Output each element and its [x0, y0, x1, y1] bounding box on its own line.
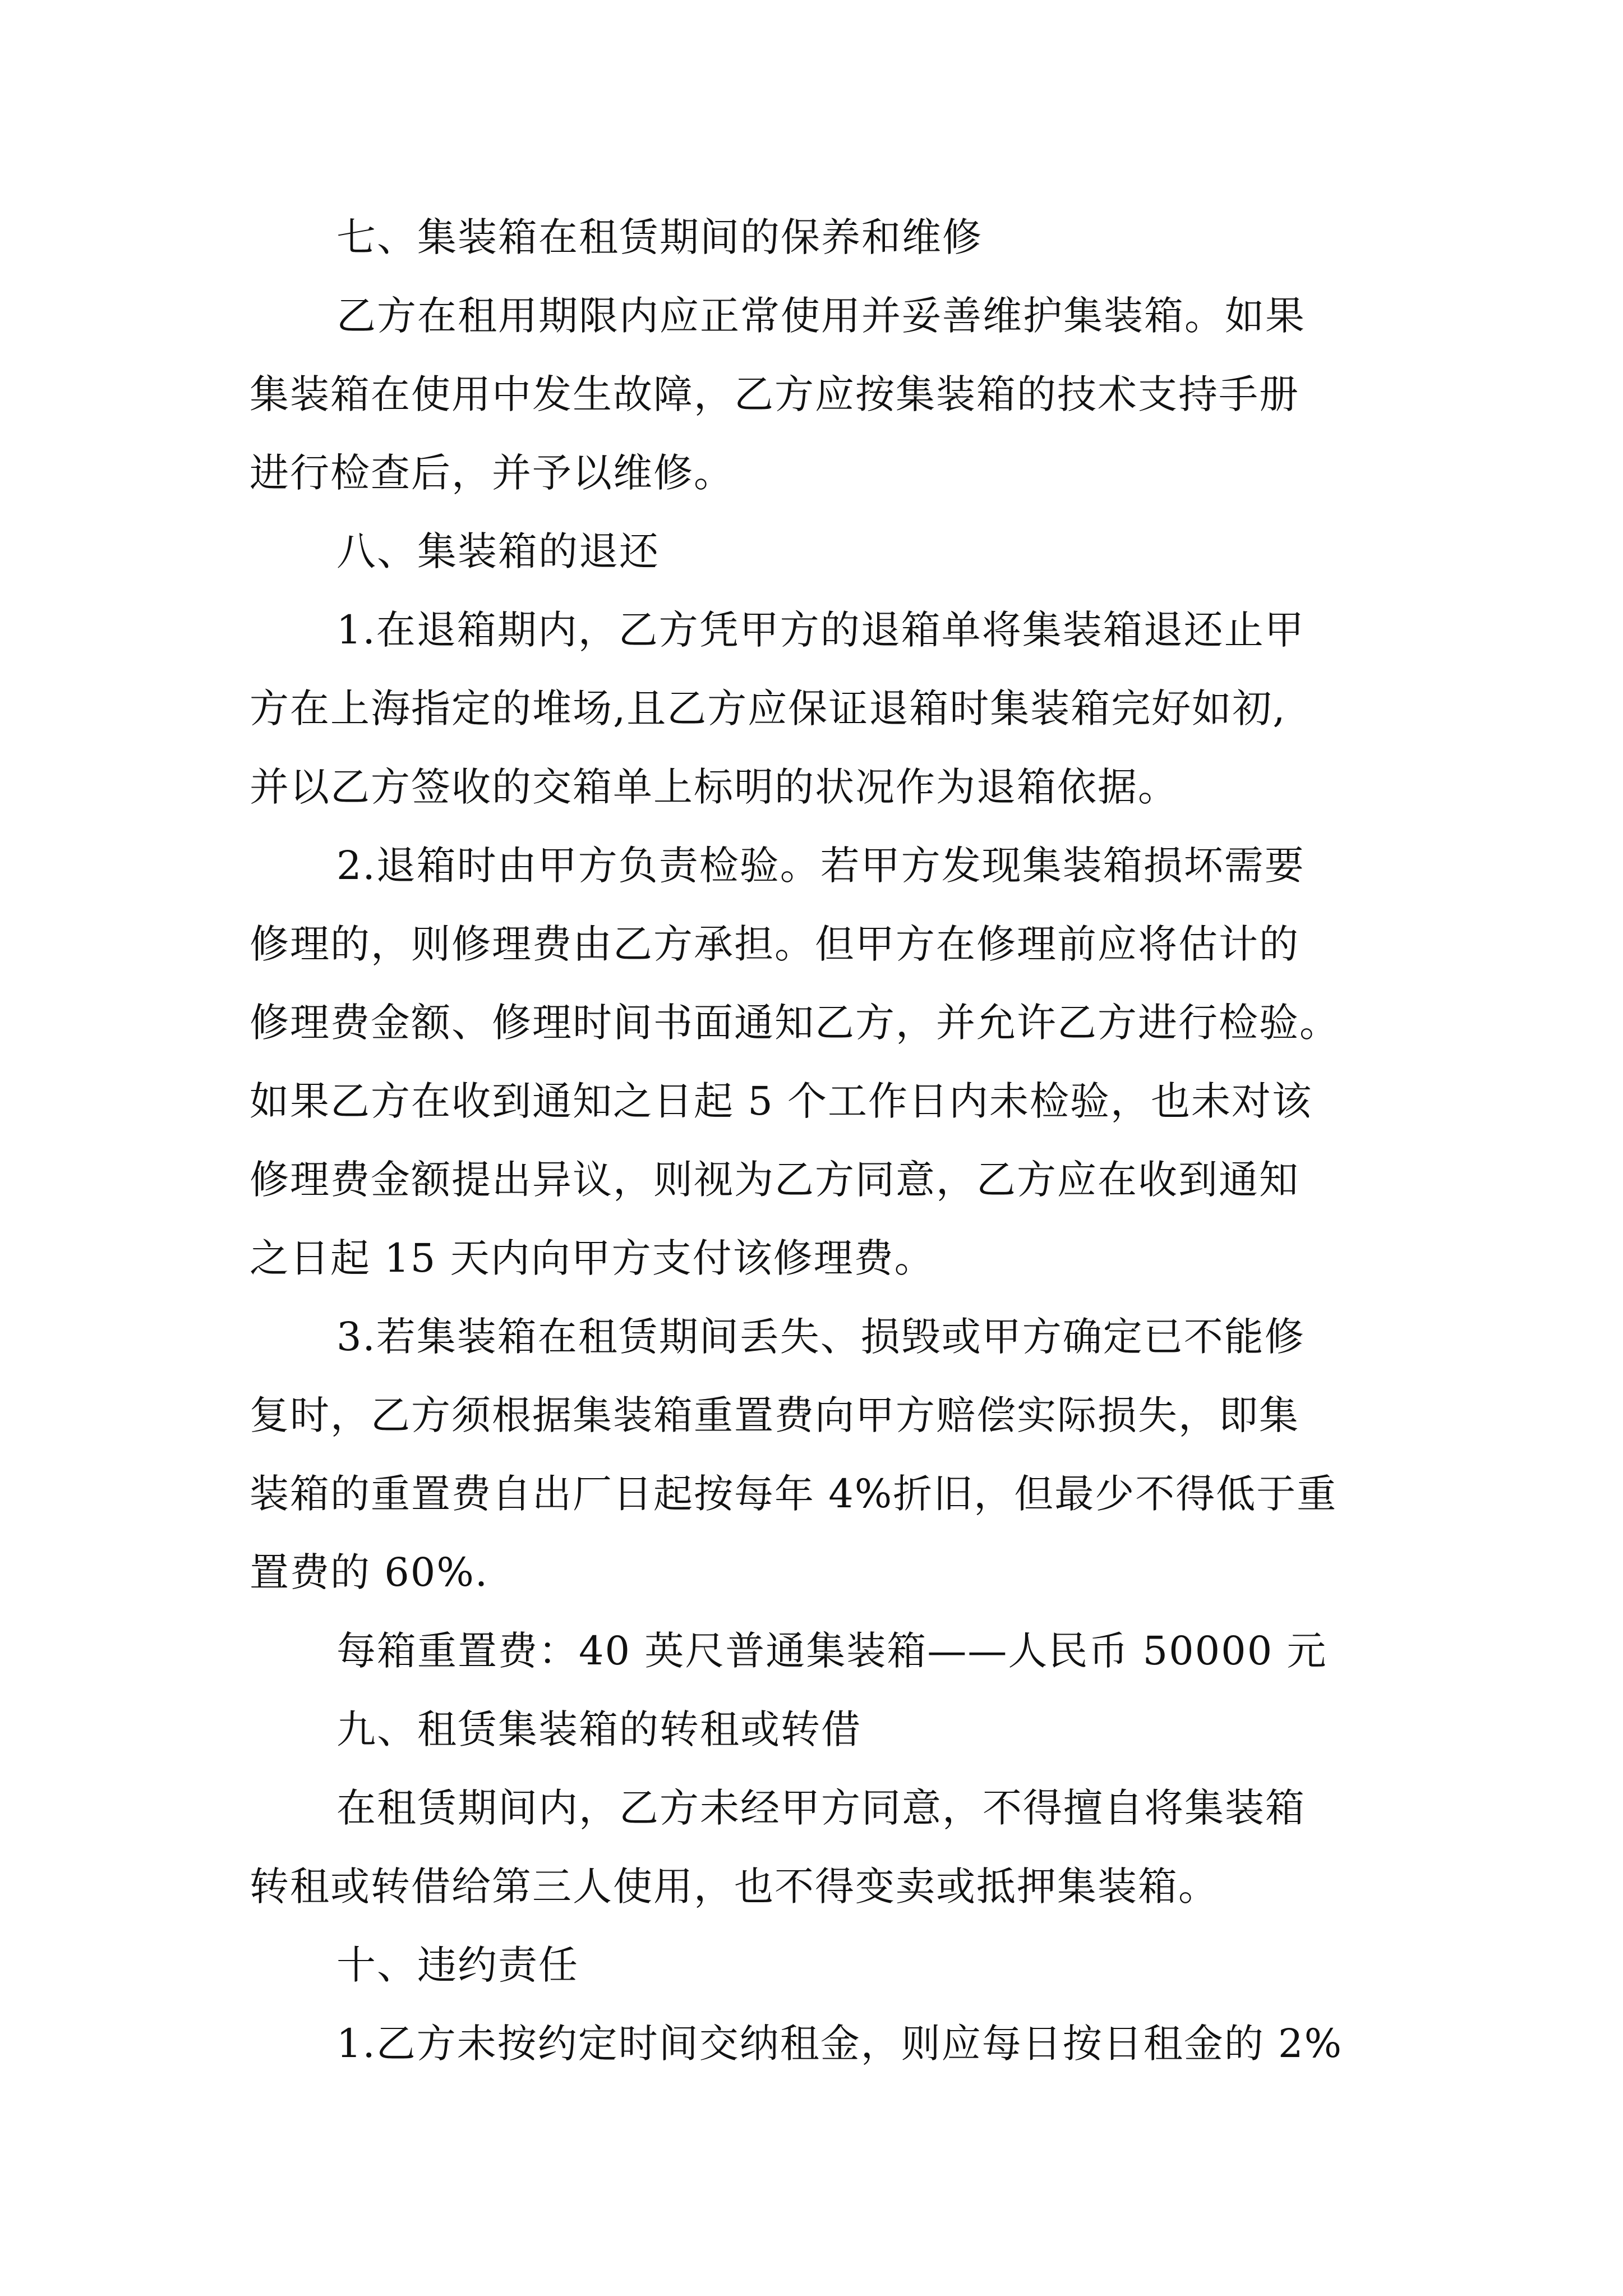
paragraph-line: 修理费金额提出异议，则视为乙方同意，乙方应在收到通知	[250, 1157, 1299, 1203]
paragraph-line: 装箱的重置费自出厂日起按每年 4%折旧，但最少不得低于重	[250, 1471, 1338, 1517]
paragraph-line: 进行检查后，并予以维修。	[250, 450, 734, 496]
paragraph-line: 修理费金额、修理时间书面通知乙方，并允许乙方进行检验。	[250, 1000, 1340, 1046]
paragraph-line: 集装箱在使用中发生故障，乙方应按集装箱的技术支持手册	[250, 371, 1299, 417]
section-heading-9: 九、租赁集装箱的转租或转借	[336, 1706, 861, 1752]
section-heading-10: 十、违约责任	[336, 1942, 579, 1988]
section-heading-7: 七、集装箱在租赁期间的保养和维修	[336, 214, 983, 260]
paragraph-line: 之日起 15 天内向甲方支付该修理费。	[250, 1235, 935, 1281]
section-heading-8: 八、集装箱的退还	[336, 528, 660, 574]
paragraph-line: 复时，乙方须根据集装箱重置费向甲方赔偿实际损失，即集	[250, 1392, 1299, 1438]
paragraph-line: 2.退箱时由甲方负责检验。若甲方发现集装箱损坏需要	[336, 843, 1305, 889]
paragraph-line: 置费的 60%.	[250, 1549, 489, 1595]
paragraph-line: 如果乙方在收到通知之日起 5 个工作日内未检验，也未对该	[250, 1078, 1313, 1124]
replacement-cost-line: 每箱重置费：40 英尺普通集装箱——人民币 50000 元	[336, 1628, 1327, 1674]
paragraph-line: 1.在退箱期内，乙方凭甲方的退箱单将集装箱退还止甲	[336, 607, 1305, 653]
paragraph-line: 1.乙方未按约定时间交纳租金，则应每日按日租金的 2%	[336, 2021, 1343, 2067]
paragraph-line: 方在上海指定的堆场,且乙方应保证退箱时集装箱完好如初,	[250, 685, 1287, 731]
paragraph-line: 并以乙方签收的交箱单上标明的状况作为退箱依据。	[250, 764, 1178, 810]
paragraph-line: 在租赁期间内，乙方未经甲方同意，不得擅自将集装箱	[336, 1785, 1306, 1831]
paragraph-line: 3.若集装箱在租赁期间丢失、损毁或甲方确定已不能修	[336, 1314, 1305, 1360]
paragraph-line: 乙方在租用期限内应正常使用并妥善维护集装箱。如果	[336, 293, 1306, 339]
paragraph-line: 修理的，则修理费由乙方承担。但甲方在修理前应将估计的	[250, 921, 1299, 967]
paragraph-line: 转租或转借给第三人使用，也不得变卖或抵押集装箱。	[250, 1864, 1219, 1910]
